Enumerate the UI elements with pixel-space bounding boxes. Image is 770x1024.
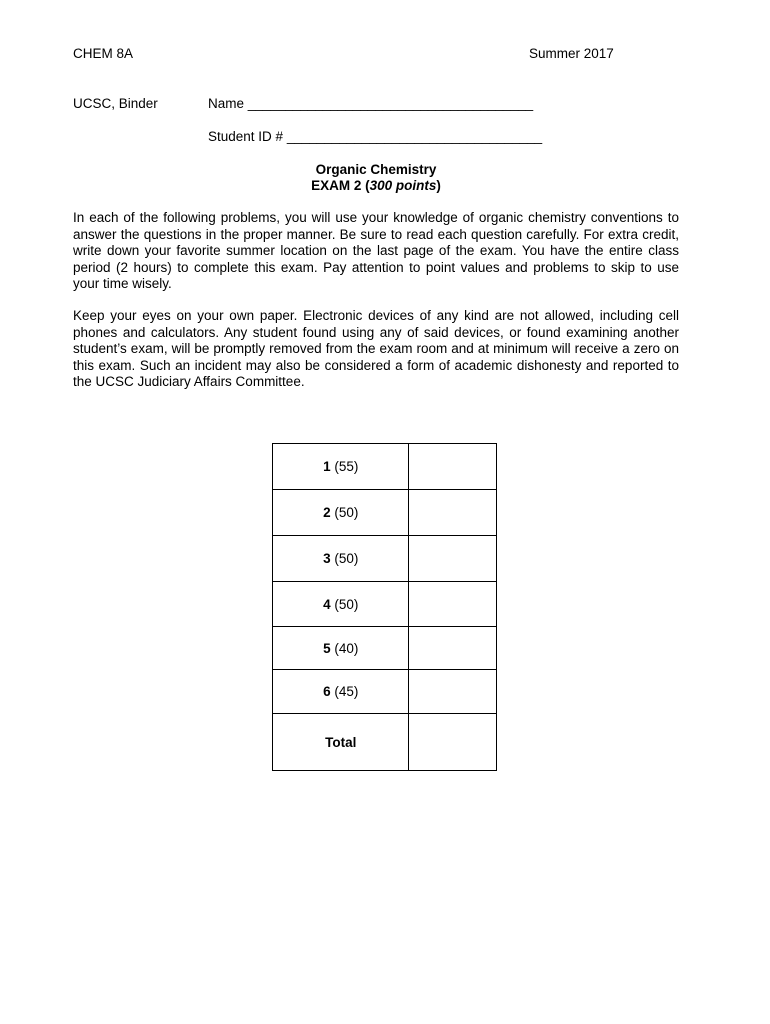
question-cell — [273, 490, 409, 536]
question-points: (50) — [330, 551, 359, 566]
exam-title — [0, 162, 752, 194]
score-row — [273, 670, 497, 714]
question-number: 4 — [323, 596, 331, 612]
exam-subtitle — [0, 178, 752, 194]
term: Summer 2017 — [529, 46, 614, 61]
total-label: Total — [273, 714, 409, 771]
instructions-paragraph-1: In each of the following problems, you will use your knowledge of organic chemistry conventions to answer the questions in the proper manner. Be sure to read each question carefully. For extra credit, write down your favorite summer location on the last page of the exam. You have the entire class period (2 hours) to complete this exam. Pay attention to point values and problems to skip to use your time wisely. — [73, 210, 679, 291]
question-points: (55) — [330, 459, 359, 474]
instructor: UCSC, Binder — [73, 96, 158, 111]
score-row — [273, 490, 497, 536]
instructions-paragraph-2: Keep your eyes on your own paper. Electronic devices of any kind are not allowed, including cell phones and calculators. Any student found using any of said devices, or found examining another student’s exam, will be promptly removed from the exam room and at minimum will receive a zero on this exam. Such an incident may also be considered a form of academic dishonesty and reported to the UCSC Judiciary Affairs Committee. — [73, 308, 679, 389]
question-points: (50) — [330, 596, 359, 612]
question-points: (50) — [330, 505, 359, 520]
score-cell — [409, 582, 497, 627]
score-table — [272, 443, 497, 771]
score-cell — [409, 490, 497, 536]
score-cell — [409, 627, 497, 670]
name-label: Name — [208, 96, 245, 111]
question-number: 3 — [323, 551, 331, 566]
question-cell — [273, 670, 409, 714]
question-points: (45) — [330, 684, 359, 699]
question-number: 2 — [323, 505, 331, 520]
score-cell — [409, 536, 497, 582]
course-code: CHEM 8A — [73, 46, 134, 61]
name-blank-line: ______________________________________ — [247, 96, 534, 111]
question-cell — [273, 444, 409, 490]
student-id-blank-line: __________________________________ — [286, 129, 543, 144]
score-row — [273, 536, 497, 582]
exam-points: 300 points — [369, 178, 437, 193]
total-row — [273, 714, 497, 771]
question-cell — [273, 536, 409, 582]
score-cell — [409, 444, 497, 490]
student-id-field-row — [208, 129, 542, 144]
question-number: 1 — [323, 459, 331, 474]
score-row — [273, 582, 497, 627]
question-number: 6 — [323, 684, 331, 699]
question-cell — [273, 582, 409, 627]
score-row — [273, 444, 497, 490]
score-row — [273, 627, 497, 670]
question-points: (40) — [330, 640, 359, 656]
student-id-label: Student ID # — [208, 129, 284, 144]
score-cell — [409, 670, 497, 714]
exam-subtitle-close: ) — [436, 178, 441, 193]
name-field-row — [208, 96, 533, 111]
exam-number: EXAM 2 ( — [311, 178, 370, 193]
question-number: 5 — [323, 640, 331, 656]
question-cell — [273, 627, 409, 670]
total-score-cell — [409, 714, 497, 771]
course-subject: Organic Chemistry — [315, 162, 437, 177]
